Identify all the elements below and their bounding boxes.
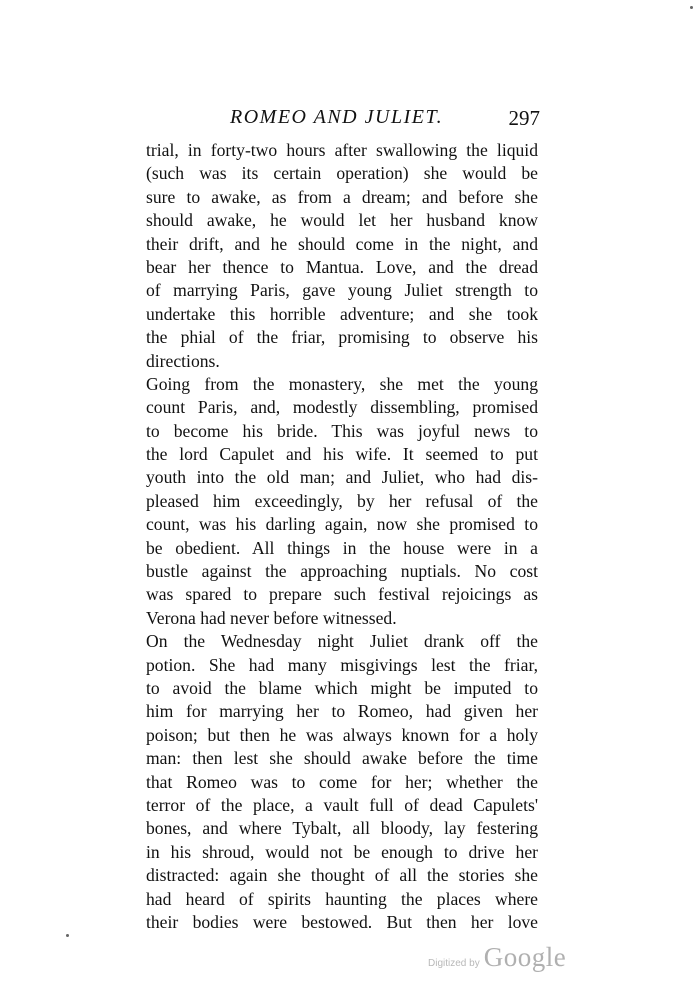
text-line: directions. bbox=[146, 350, 220, 371]
text-line: the lord Capulet and his wife. It seemed to put bbox=[146, 444, 538, 465]
text-line: On the Wednesday night Juliet drank off the bbox=[146, 631, 538, 652]
text-line: trial, in forty-two hours after swallowing the liquid bbox=[146, 140, 538, 160]
running-title: ROMEO AND JULIET. bbox=[230, 106, 444, 128]
text-line: distracted: again she thought of all the stories she bbox=[146, 865, 538, 886]
text-line: had heard of spirits haunting the places where bbox=[146, 888, 538, 909]
text-line: bustle against the approaching nuptials. No cost bbox=[146, 561, 538, 582]
text-line: to become his bride. This was joyful news to bbox=[146, 420, 538, 441]
text-line: Verona had never before witnessed. bbox=[146, 607, 397, 628]
text-line: poison; but then he was always known for a holy bbox=[146, 724, 538, 745]
text-line: of marrying Paris, gave young Juliet strength to bbox=[146, 280, 538, 301]
text-line: count, was his darling again, now she promised to bbox=[146, 514, 538, 535]
text-line: potion. She had many misgivings lest the friar, bbox=[146, 654, 538, 675]
page-number: 297 bbox=[508, 106, 540, 130]
text-line: that Romeo was to come for her; whether the bbox=[146, 771, 538, 792]
text-line: youth into the old man; and Juliet, who had dis- bbox=[146, 467, 538, 488]
text-line: bones, and where Tybalt, all bloody, lay festering bbox=[146, 818, 538, 839]
text-line: to avoid the blame which might be imputed to bbox=[146, 677, 538, 698]
text-line: their drift, and he should come in the night, and bbox=[146, 233, 538, 254]
body-text bbox=[146, 139, 538, 934]
scan-speck bbox=[66, 934, 69, 937]
text-line: in his shroud, would not be enough to drive her bbox=[146, 841, 538, 862]
text-line: be obedient. All things in the house were in a bbox=[146, 537, 538, 558]
text-line: bear her thence to Mantua. Love, and the dread bbox=[146, 256, 538, 277]
watermark-prefix: Digitized by bbox=[428, 958, 480, 969]
text-line: undertake this horrible adventure; and she took bbox=[146, 303, 538, 324]
text-line: should awake, he would let her husband know bbox=[146, 210, 538, 231]
running-header bbox=[140, 106, 540, 134]
watermark-brand: Google bbox=[483, 942, 567, 972]
text-line: Going from the monastery, she met the young bbox=[146, 373, 538, 394]
text-line: him for marrying her to Romeo, had given her bbox=[146, 701, 538, 722]
text-line: their bodies were bestowed. But then her love bbox=[146, 911, 538, 932]
scan-speck bbox=[690, 6, 693, 9]
text-line: was spared to prepare such festival rejoicings as bbox=[146, 584, 538, 605]
digitized-by-google-watermark bbox=[428, 942, 566, 973]
text-line: (such was its certain operation) she would be bbox=[146, 163, 538, 184]
text-line: man: then lest she should awake before the time bbox=[146, 748, 538, 769]
text-line: terror of the place, a vault full of dead Capulets' bbox=[146, 794, 538, 815]
text-line: sure to awake, as from a dream; and before she bbox=[146, 186, 538, 207]
text-line: the phial of the friar, promising to observe his bbox=[146, 327, 538, 348]
text-line: pleased him exceedingly, by her refusal of the bbox=[146, 490, 538, 511]
text-line: count Paris, and, modestly dissembling, promised bbox=[146, 397, 538, 418]
